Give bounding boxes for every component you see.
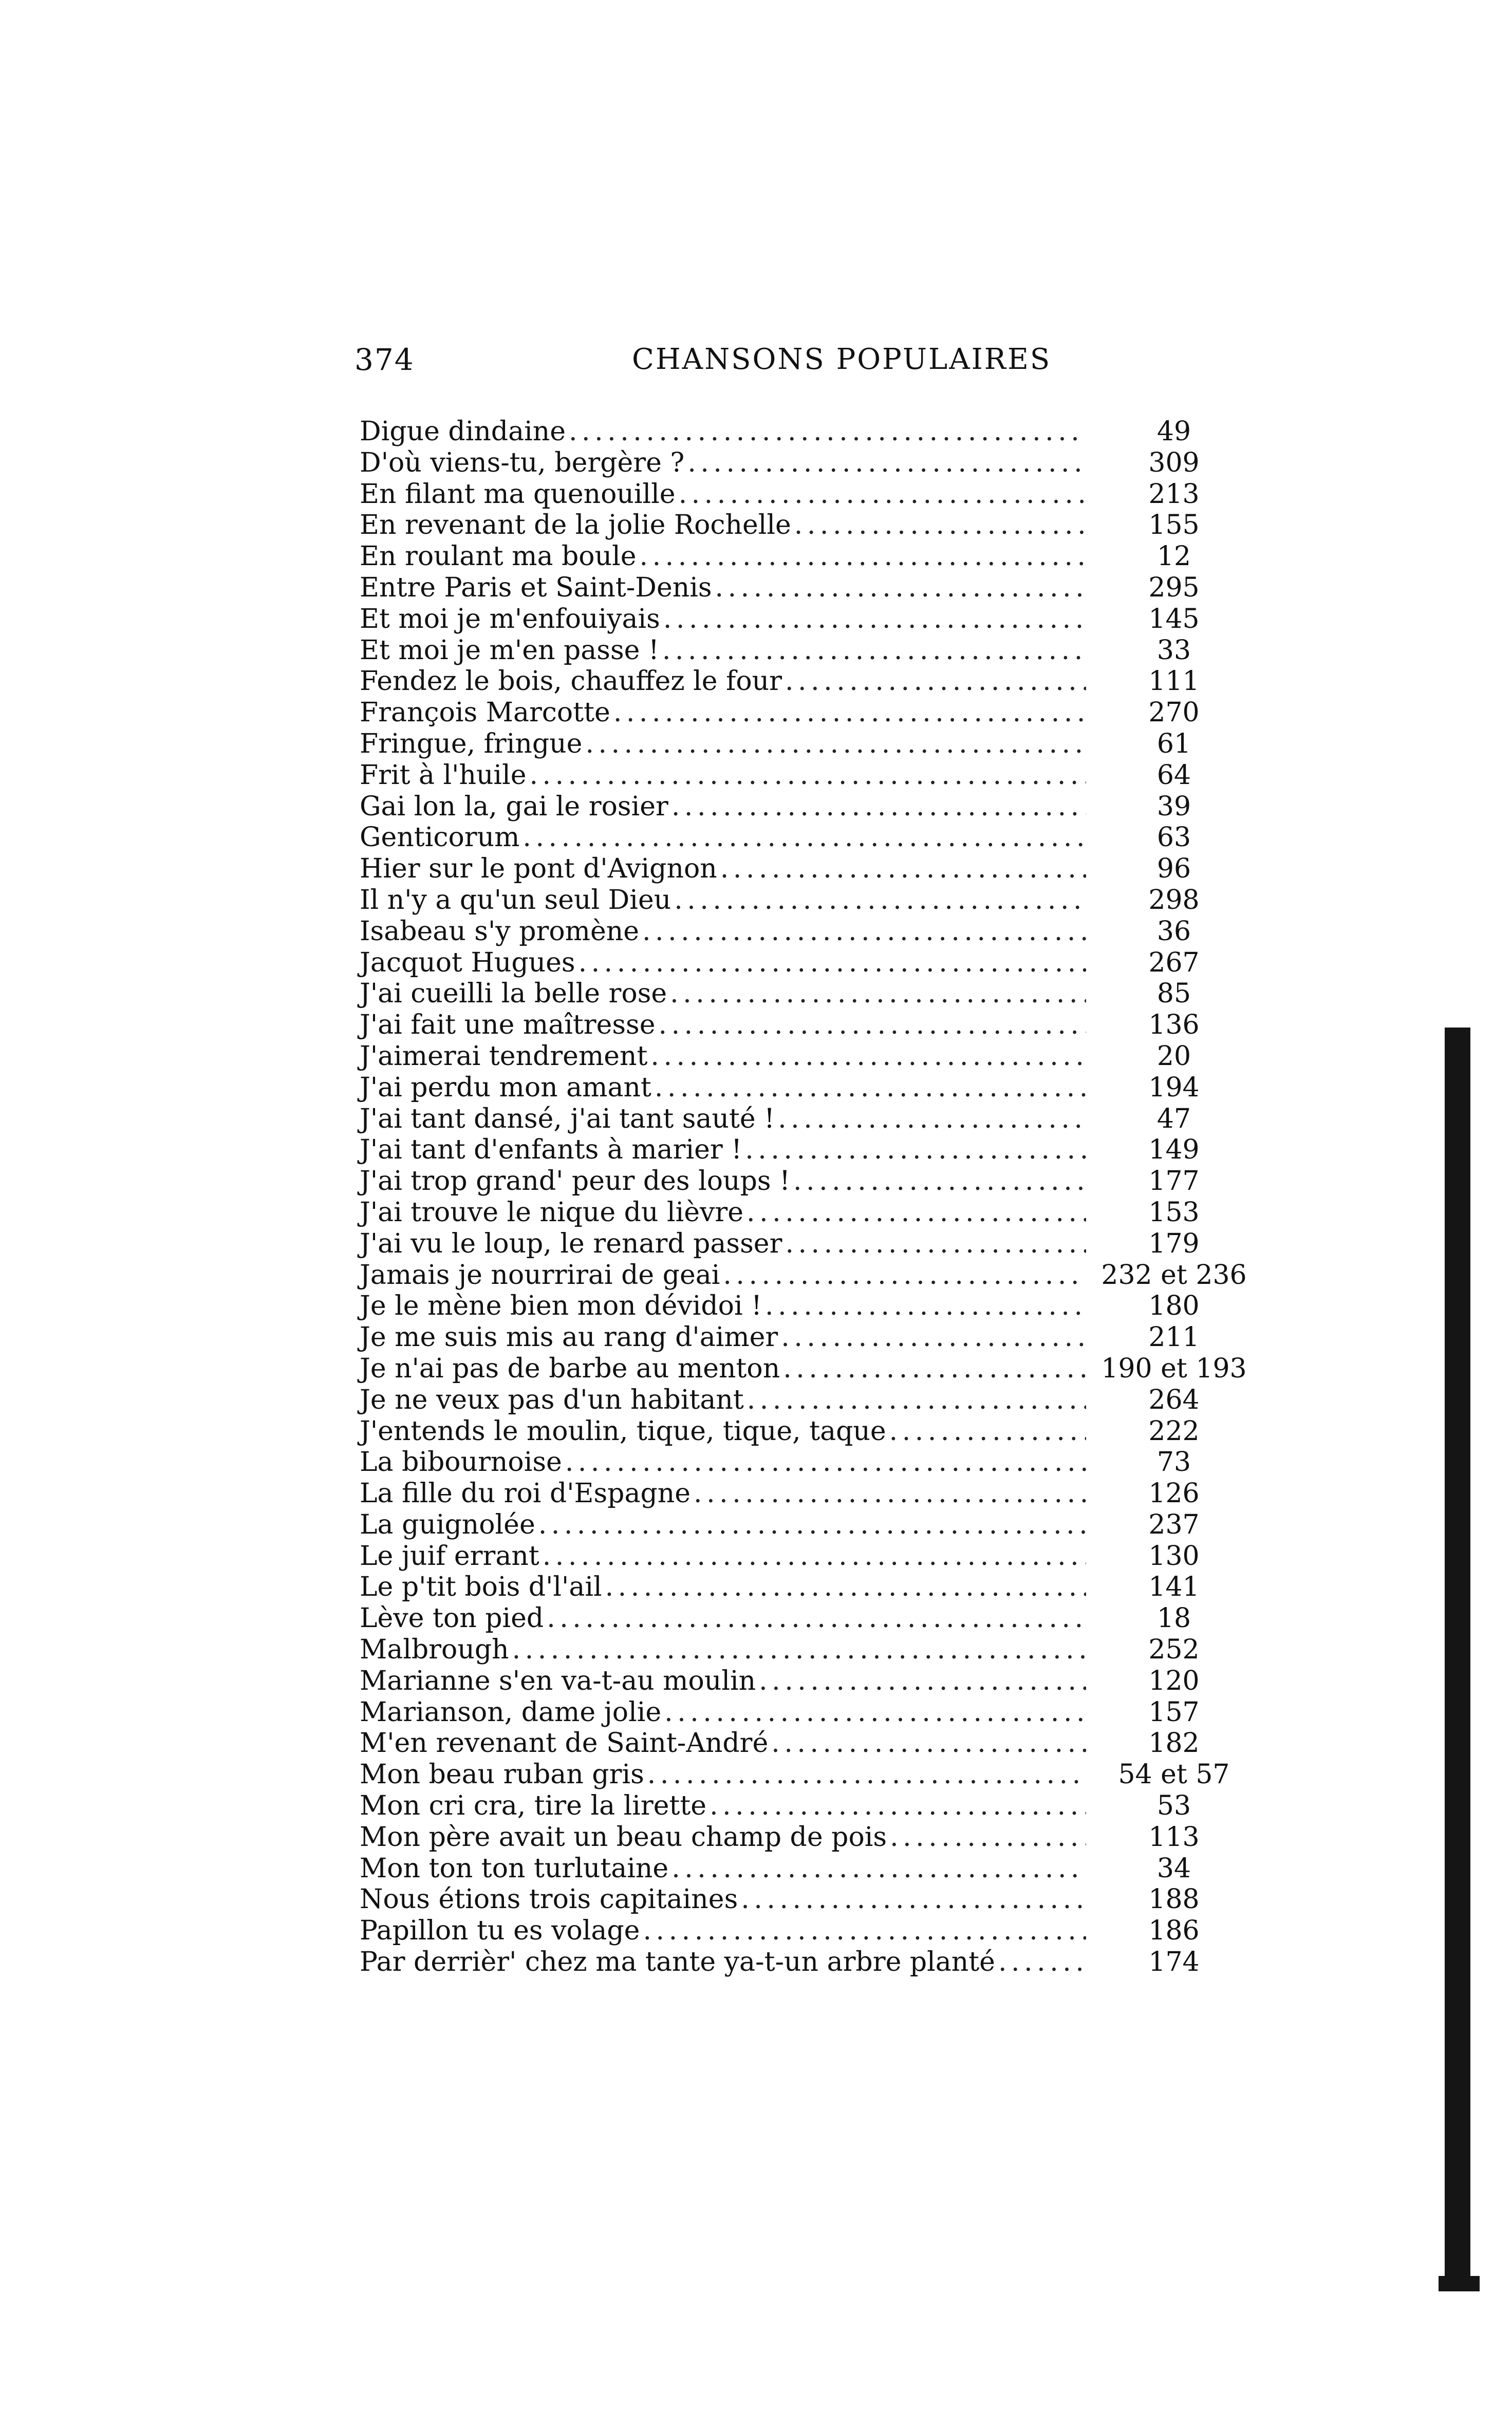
dot-leader	[794, 510, 1086, 541]
entry-page-number: 141	[1148, 1572, 1200, 1603]
entry-title: J'ai trouve le nique du lièvre	[360, 1197, 744, 1228]
index-entry	[360, 885, 1259, 916]
entry-page-number: 267	[1148, 947, 1200, 978]
index-entry	[360, 572, 1259, 604]
entry-page-number: 149	[1148, 1134, 1200, 1166]
entry-title: J'ai cueilli la belle rose	[360, 978, 667, 1010]
index-entry	[360, 1104, 1259, 1135]
dot-leader	[643, 1915, 1086, 1947]
entry-title: J'ai fait une maîtresse	[360, 1010, 656, 1041]
index-entry	[360, 1853, 1259, 1884]
index-entry	[360, 635, 1259, 666]
entry-page-number: 111	[1148, 666, 1200, 697]
index-entry	[360, 1541, 1259, 1572]
entry-page-number: 47	[1156, 1103, 1191, 1134]
index-entry	[360, 1478, 1259, 1509]
dot-leader	[785, 666, 1086, 697]
entry-title: Papillon tu es volage	[360, 1915, 640, 1947]
dot-leader	[778, 1104, 1086, 1135]
dot-leader	[538, 1509, 1086, 1541]
entry-page-number: 186	[1148, 1915, 1200, 1947]
index-entry	[360, 1041, 1259, 1072]
index-entry	[360, 1322, 1259, 1353]
entry-title: J'ai vu le loup, le renard passer	[360, 1228, 782, 1259]
running-title: CHANSONS POPULAIRES	[632, 343, 1052, 376]
entry-page-number: 63	[1156, 822, 1191, 853]
entry-title: Jamais je nourrirai de geai	[360, 1259, 720, 1291]
index-entry	[360, 729, 1259, 760]
entry-title: D'où viens-tu, bergère ?	[360, 447, 685, 478]
entry-title: Mon beau ruban gris	[360, 1759, 644, 1790]
dot-leader	[741, 1884, 1086, 1915]
entry-title: En filant ma quenouille	[360, 478, 676, 510]
index-entry	[360, 1291, 1259, 1322]
entry-page-number: 153	[1148, 1197, 1200, 1228]
entry-title: Entre Paris et Saint-Denis	[360, 572, 712, 603]
entry-page-number: 126	[1148, 1478, 1200, 1509]
dot-leader	[771, 1728, 1086, 1759]
index-entry	[360, 1509, 1259, 1541]
entry-title: J'ai perdu mon amant	[360, 1072, 651, 1103]
entry-page-number: 33	[1156, 634, 1191, 666]
entry-page-number: 264	[1148, 1384, 1200, 1415]
dot-leader	[720, 853, 1086, 885]
index-entry	[360, 1822, 1259, 1853]
dot-leader	[565, 1447, 1086, 1478]
entry-page-number: 298	[1148, 884, 1200, 916]
index-entry	[360, 978, 1259, 1010]
dot-leader	[663, 604, 1086, 635]
index-entry	[360, 479, 1259, 510]
index-entry	[360, 916, 1259, 947]
entry-title: Malbrough	[360, 1634, 509, 1666]
entry-title: J'ai tant d'enfants à marier !	[360, 1134, 742, 1166]
entry-page-number: 309	[1148, 447, 1200, 478]
entry-title: Je ne veux pas d'un habitant	[360, 1384, 744, 1415]
index-entry	[360, 1634, 1259, 1666]
page-header	[354, 337, 1094, 383]
entry-title: Et moi je m'en passe !	[360, 634, 659, 666]
entry-title: Marianne s'en va-t-au moulin	[360, 1665, 756, 1696]
entry-page-number: 34	[1156, 1853, 1191, 1884]
dot-leader	[745, 1134, 1086, 1166]
entry-title: Mon cri cra, tire la lirette	[360, 1790, 707, 1822]
entry-page-number: 252	[1148, 1634, 1200, 1666]
dot-leader	[585, 729, 1086, 760]
index-entry	[360, 1697, 1259, 1728]
entry-title: Nous étions trois capitaines	[360, 1884, 738, 1915]
index-entry	[360, 697, 1259, 729]
entry-page-number: 54 et 57	[1118, 1759, 1230, 1790]
entry-title: Le p'tit bois d'l'ail	[360, 1572, 602, 1603]
index-entry	[360, 416, 1259, 447]
dot-leader	[710, 1790, 1086, 1822]
index-entry	[360, 1572, 1259, 1603]
index-entry	[360, 1134, 1259, 1166]
entry-title: J'ai trop grand' peur des loups !	[360, 1166, 790, 1197]
entry-page-number: 190 et 193	[1101, 1353, 1247, 1384]
dot-leader	[671, 1853, 1086, 1884]
entry-title: Je n'ai pas de barbe au menton	[360, 1353, 780, 1384]
dot-leader	[547, 1603, 1086, 1634]
dot-leader	[578, 947, 1086, 979]
entry-title: Fendez le bois, chauffez le four	[360, 666, 782, 697]
dot-leader	[664, 1697, 1086, 1728]
dot-leader	[889, 1416, 1086, 1447]
index-entry	[360, 791, 1259, 823]
entry-page-number: 211	[1148, 1322, 1200, 1353]
entry-page-number: 12	[1156, 541, 1191, 572]
dot-leader	[512, 1634, 1086, 1666]
entry-title: La fille du roi d'Espagne	[360, 1478, 691, 1509]
dot-leader	[679, 479, 1086, 510]
dot-leader	[655, 1072, 1086, 1104]
scan-margin-bar-foot	[1439, 2276, 1480, 2291]
entry-title: Le juif errant	[360, 1540, 539, 1572]
entry-title: Fringue, fringue	[360, 728, 583, 759]
index-entry	[360, 853, 1259, 885]
dot-leader	[647, 1759, 1086, 1790]
entry-page-number: 120	[1148, 1665, 1200, 1696]
entry-page-number: 270	[1148, 697, 1200, 729]
entry-title: La bibournoise	[360, 1447, 562, 1478]
dot-leader	[605, 1572, 1086, 1603]
dot-leader	[747, 1385, 1086, 1416]
entry-page-number: 188	[1148, 1884, 1200, 1915]
index-entry	[360, 1197, 1259, 1228]
index-entry	[360, 947, 1259, 979]
dot-leader	[670, 978, 1086, 1010]
dot-leader	[783, 1353, 1086, 1385]
dot-leader	[765, 1291, 1086, 1322]
entry-title: Genticorum	[360, 822, 520, 853]
index-entry	[360, 1915, 1259, 1947]
index-entry	[360, 760, 1259, 791]
index-entry	[360, 1416, 1259, 1447]
entry-page-number: 182	[1148, 1728, 1200, 1759]
dot-leader	[723, 1260, 1086, 1291]
entry-title: En roulant ma boule	[360, 541, 637, 572]
dot-leader	[659, 1010, 1086, 1041]
dot-leader	[674, 885, 1086, 916]
entry-page-number: 53	[1156, 1790, 1191, 1822]
entry-page-number: 113	[1148, 1821, 1200, 1853]
entry-page-number: 179	[1148, 1228, 1200, 1259]
entry-page-number: 61	[1156, 728, 1191, 759]
entry-title: Jacquot Hugues	[360, 947, 575, 978]
entry-page-number: 213	[1148, 478, 1200, 510]
entry-title: Hier sur le pont d'Avignon	[360, 853, 717, 885]
dot-leader	[569, 416, 1086, 447]
entry-title: Je le mène bien mon dévidoi !	[360, 1291, 762, 1322]
entry-page-number: 232 et 236	[1101, 1259, 1247, 1291]
index-entry	[360, 822, 1259, 853]
entry-title: Et moi je m'enfouiyais	[360, 603, 660, 634]
index-entry	[360, 1603, 1259, 1634]
entry-title: Par derrièr' chez ma tante ya-t-un arbre planté	[360, 1947, 995, 1978]
song-index-list	[360, 416, 1259, 1978]
entry-page-number: 85	[1156, 978, 1191, 1010]
entry-page-number: 174	[1148, 1947, 1200, 1978]
index-entry	[360, 1228, 1259, 1260]
index-entry	[360, 1728, 1259, 1759]
entry-page-number: 49	[1156, 416, 1191, 447]
entry-page-number: 39	[1156, 791, 1191, 822]
entry-page-number: 180	[1148, 1291, 1200, 1322]
index-entry	[360, 1447, 1259, 1478]
dot-leader	[543, 1541, 1086, 1572]
index-entry	[360, 1790, 1259, 1822]
entry-title: Frit à l'huile	[360, 759, 527, 791]
entry-page-number: 64	[1156, 759, 1191, 791]
entry-title: Il n'y a qu'un seul Dieu	[360, 884, 671, 916]
entry-page-number: 145	[1148, 603, 1200, 634]
entry-title: Digue dindaine	[360, 416, 566, 447]
index-entry	[360, 1947, 1259, 1978]
dot-leader	[759, 1666, 1086, 1697]
index-entry	[360, 1166, 1259, 1197]
dot-leader	[650, 1041, 1086, 1072]
entry-title: Marianson, dame jolie	[360, 1696, 662, 1728]
index-entry	[360, 1072, 1259, 1104]
entry-page-number: 194	[1148, 1072, 1200, 1103]
entry-title: Je me suis mis au rang d'aimer	[360, 1322, 778, 1353]
dot-leader	[785, 1228, 1086, 1260]
dot-leader	[522, 822, 1086, 853]
dot-leader	[998, 1947, 1086, 1978]
entry-title: J'entends le moulin, tique, tique, taque	[360, 1415, 886, 1447]
entry-page-number: 18	[1156, 1603, 1191, 1634]
entry-title: Mon ton ton turlutaine	[360, 1853, 669, 1884]
scan-margin-bar	[1445, 1028, 1470, 2291]
dot-leader	[640, 541, 1086, 572]
dot-leader	[746, 1197, 1086, 1228]
dot-leader	[890, 1822, 1086, 1853]
entry-page-number: 222	[1148, 1415, 1200, 1447]
index-entry	[360, 1666, 1259, 1697]
entry-page-number: 20	[1156, 1040, 1191, 1072]
entry-page-number: 96	[1156, 853, 1191, 885]
index-entry	[360, 1385, 1259, 1416]
dot-leader	[662, 635, 1086, 666]
index-entry	[360, 1010, 1259, 1041]
dot-leader	[781, 1322, 1086, 1353]
dot-leader	[671, 791, 1086, 823]
index-entry	[360, 1353, 1259, 1385]
entry-title: Lève ton pied	[360, 1603, 544, 1634]
entry-page-number: 136	[1148, 1010, 1200, 1041]
dot-leader	[642, 916, 1086, 947]
entry-title: M'en revenant de Saint-André	[360, 1728, 769, 1759]
page-number: 374	[354, 342, 415, 377]
entry-title: La guignolée	[360, 1509, 535, 1540]
entry-page-number: 157	[1148, 1696, 1200, 1728]
index-entry	[360, 1260, 1259, 1291]
entry-page-number: 177	[1148, 1166, 1200, 1197]
dot-leader	[694, 1478, 1086, 1509]
index-entry	[360, 541, 1259, 572]
entry-page-number: 295	[1148, 572, 1200, 603]
dot-leader	[715, 572, 1086, 604]
index-entry	[360, 447, 1259, 479]
index-entry	[360, 510, 1259, 541]
index-entry	[360, 604, 1259, 635]
dot-leader	[687, 447, 1086, 479]
entry-page-number: 73	[1156, 1447, 1191, 1478]
entry-page-number: 130	[1148, 1540, 1200, 1572]
entry-title: En revenant de la jolie Rochelle	[360, 510, 791, 541]
dot-leader	[613, 697, 1086, 729]
dot-leader	[793, 1166, 1086, 1197]
dot-leader	[529, 760, 1086, 791]
entry-title: J'aimerai tendrement	[360, 1040, 648, 1072]
entry-title: Isabeau s'y promène	[360, 916, 639, 947]
entry-title: François Marcotte	[360, 697, 610, 729]
entry-title: J'ai tant dansé, j'ai tant sauté !	[360, 1103, 775, 1134]
entry-page-number: 36	[1156, 916, 1191, 947]
entry-page-number: 155	[1148, 510, 1200, 541]
index-entry	[360, 1884, 1259, 1915]
entry-page-number: 237	[1148, 1509, 1200, 1540]
index-entry	[360, 1759, 1259, 1790]
entry-title: Mon père avait un beau champ de pois	[360, 1821, 887, 1853]
index-entry	[360, 666, 1259, 697]
entry-title: Gai lon la, gai le rosier	[360, 791, 668, 822]
